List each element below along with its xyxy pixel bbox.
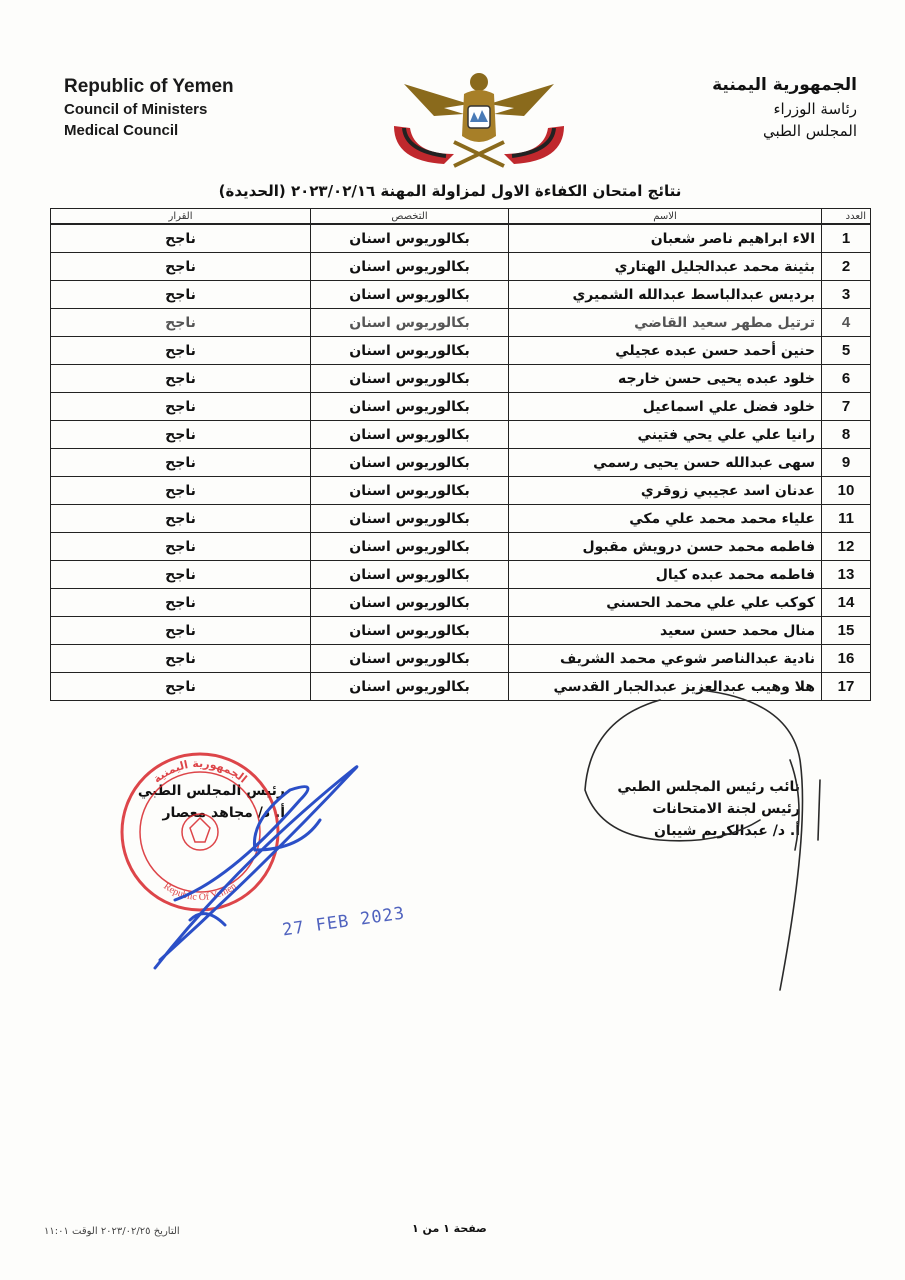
row-specialty: بكالوريوس اسنان — [311, 673, 509, 701]
row-index: 4 — [822, 309, 871, 337]
row-decision: ناجح — [51, 561, 311, 589]
row-name: فاطمه محمد عبده كيال — [509, 561, 822, 589]
row-name: رانيا علي علي يحي فتيني — [509, 421, 822, 449]
row-name: بثينة محمد عبدالجليل الهتاري — [509, 253, 822, 281]
row-decision: ناجح — [51, 477, 311, 505]
header-name: الاسم — [509, 209, 822, 225]
row-name: الاء ابراهيم ناصر شعبان — [509, 224, 822, 253]
signer-title-vice-president: نائب رئيس المجلس الطبي — [617, 779, 800, 795]
row-index: 8 — [822, 421, 871, 449]
row-name: كوكب علي علي محمد الحسني — [509, 589, 822, 617]
handwritten-signature-right — [585, 690, 820, 990]
row-index: 9 — [822, 449, 871, 477]
row-name: ترتيل مطهر سعيد القاضي — [509, 309, 822, 337]
row-name: خلود عبده يحيى حسن خارجه — [509, 365, 822, 393]
seal-english-text: Republic Of Yemen — [161, 880, 239, 904]
row-specialty: بكالوريوس اسنان — [311, 365, 509, 393]
row-specialty: بكالوريوس اسنان — [311, 561, 509, 589]
row-decision: ناجح — [51, 281, 311, 309]
council-name-ar: رئاسة الوزراء — [773, 100, 857, 118]
row-decision: ناجح — [51, 421, 311, 449]
row-index: 12 — [822, 533, 871, 561]
row-name: نادية عبدالناصر شوعي محمد الشريف — [509, 645, 822, 673]
row-name: منال محمد حسن سعيد — [509, 617, 822, 645]
row-index: 15 — [822, 617, 871, 645]
signer-title-exam-committee: رئيس لجنة الامتحانات — [652, 801, 800, 817]
row-specialty: بكالوريوس اسنان — [311, 449, 509, 477]
print-timestamp: التاريخ ٢٠٢٣/٠٢/٢٥ الوقت ١١:٠١ — [44, 1226, 180, 1237]
row-decision: ناجح — [51, 309, 311, 337]
received-date-stamp: 27 FEB 2023 — [281, 903, 407, 941]
row-index: 1 — [822, 224, 871, 253]
row-index: 5 — [822, 337, 871, 365]
row-decision: ناجح — [51, 505, 311, 533]
row-decision: ناجح — [51, 253, 311, 281]
country-name-ar: الجمهورية اليمنية — [712, 75, 857, 95]
row-decision: ناجح — [51, 449, 311, 477]
row-index: 10 — [822, 477, 871, 505]
medical-council-en: Medical Council — [64, 122, 179, 139]
handwritten-signature-left — [155, 767, 357, 968]
row-decision: ناجح — [51, 365, 311, 393]
header-specialty: التخصص — [311, 209, 509, 225]
signer-name-left: أ. د/ مجاهد معصار — [162, 805, 285, 821]
header-decision: القرار — [51, 209, 311, 225]
row-name: سهى عبدالله حسن يحيى رسمي — [509, 449, 822, 477]
row-decision: ناجح — [51, 589, 311, 617]
page-number: صفحة ١ من ١ — [412, 1222, 487, 1235]
row-name: هلا وهيب عبدالعزيز عبدالجبار القدسي — [509, 673, 822, 701]
row-decision: ناجح — [51, 533, 311, 561]
row-index: 11 — [822, 505, 871, 533]
row-index: 7 — [822, 393, 871, 421]
row-specialty: بكالوريوس اسنان — [311, 337, 509, 365]
row-decision: ناجح — [51, 224, 311, 253]
row-specialty: بكالوريوس اسنان — [311, 645, 509, 673]
row-index: 16 — [822, 645, 871, 673]
row-specialty: بكالوريوس اسنان — [311, 253, 509, 281]
row-index: 2 — [822, 253, 871, 281]
seal-arabic-text: الجمهورية اليمنية — [150, 756, 250, 786]
row-index: 17 — [822, 673, 871, 701]
row-index: 6 — [822, 365, 871, 393]
row-decision: ناجح — [51, 645, 311, 673]
row-name: عدنان اسد عجيبي زوقري — [509, 477, 822, 505]
row-specialty: بكالوريوس اسنان — [311, 533, 509, 561]
row-decision: ناجح — [51, 617, 311, 645]
row-index: 14 — [822, 589, 871, 617]
row-specialty: بكالوريوس اسنان — [311, 589, 509, 617]
row-decision: ناجح — [51, 337, 311, 365]
row-specialty: بكالوريوس اسنان — [311, 281, 509, 309]
row-name: فاطمه محمد حسن درويش مقبول — [509, 533, 822, 561]
signer-name-right: أ. د/ عبدالكريم شيبان — [654, 823, 800, 839]
row-name: حنين أحمد حسن عبده عجيلي — [509, 337, 822, 365]
row-specialty: بكالوريوس اسنان — [311, 309, 509, 337]
row-name: علياء محمد محمد علي مكي — [509, 505, 822, 533]
row-name: خلود فضل علي اسماعيل — [509, 393, 822, 421]
row-name: برديس عبدالباسط عبدالله الشميري — [509, 281, 822, 309]
row-specialty: بكالوريوس اسنان — [311, 505, 509, 533]
row-decision: ناجح — [51, 673, 311, 701]
country-name-en: Republic of Yemen — [64, 76, 234, 97]
document-title: نتائج امتحان الكفاءة الاول لمزاولة المهنة ٢٠٢٣/٠٢/١٦ (الحديدة) — [218, 182, 682, 200]
row-index: 3 — [822, 281, 871, 309]
row-specialty: بكالوريوس اسنان — [311, 617, 509, 645]
header-index: العدد — [822, 209, 871, 225]
row-specialty: بكالوريوس اسنان — [311, 477, 509, 505]
row-index: 13 — [822, 561, 871, 589]
row-specialty: بكالوريوس اسنان — [311, 224, 509, 253]
row-specialty: بكالوريوس اسنان — [311, 393, 509, 421]
signer-title-president: رئيس المجلس الطبي — [137, 783, 285, 799]
council-name-en: Council of Ministers — [64, 101, 208, 118]
row-decision: ناجح — [51, 393, 311, 421]
row-specialty: بكالوريوس اسنان — [311, 421, 509, 449]
medical-council-ar: المجلس الطبي — [762, 122, 857, 140]
